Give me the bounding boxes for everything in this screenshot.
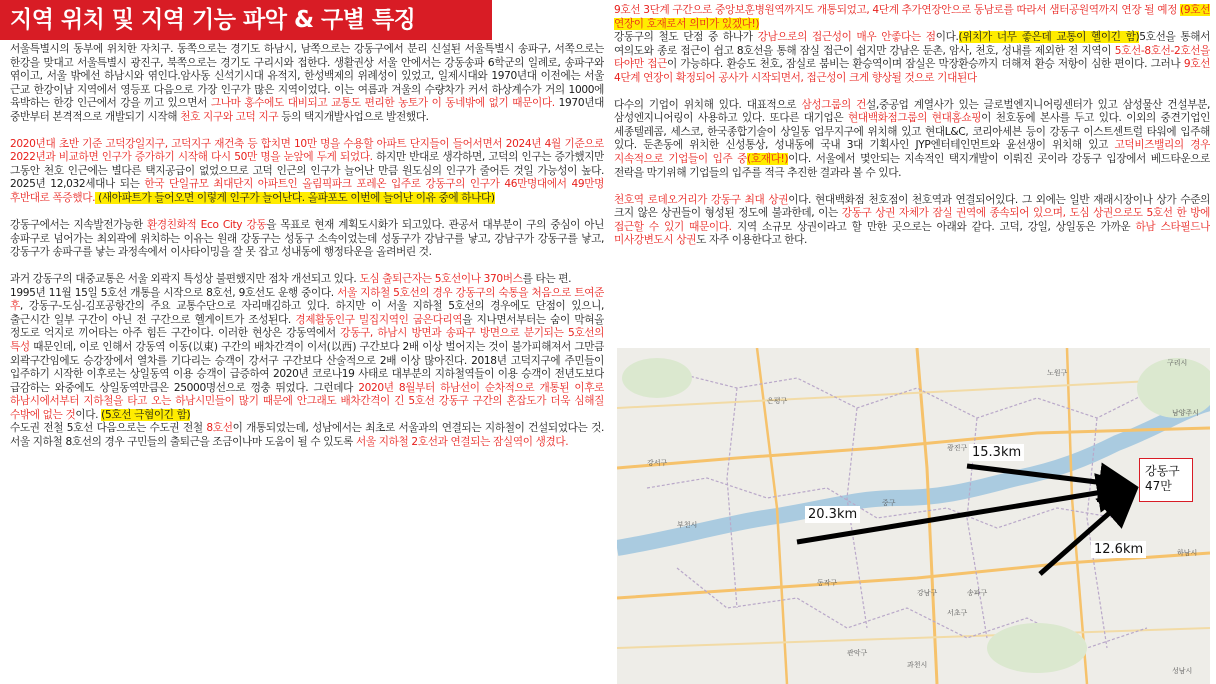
- highlighted-text: 8호선: [206, 422, 233, 435]
- paragraph-commercial: [614, 194, 1210, 248]
- distance-north-label: 15.3km: [969, 444, 1024, 461]
- body-text: 이 개통되었는데, 성남에서는 최초로 서울과의 연결되는 지하철이 건설되었다는 것. 서울 지하철 8호선의 경우 구민들의 출퇴근을 조금이나마 도움이 될 수 있도록: [10, 422, 604, 448]
- district-label: 은평구: [767, 397, 788, 405]
- district-label: 강서구: [647, 459, 668, 467]
- gangdong-destination-box: [1139, 458, 1193, 502]
- district-label: 부천시: [677, 521, 698, 529]
- region-map: [617, 348, 1210, 684]
- highlighted-text: (위치가 너무 좋은데 교통이 헬이긴 함): [958, 31, 1140, 44]
- district-label: 관악구: [847, 649, 868, 657]
- paragraph-location: [10, 43, 604, 124]
- district-label: 성남시: [1172, 667, 1193, 675]
- paragraph-line5: [10, 287, 604, 422]
- highlighted-text: 9호선 4단계 연장이 확정되어 공사가 시작되면서, 접근성이 크게 향상될 것으로 기대된다: [614, 58, 1210, 84]
- body-text: 이다.: [935, 31, 959, 44]
- body-text: 하지만 반대로 생각하면, 고덕의 인구는 증가했지만 그동안 천호 인근에는 별다른 택지공급이 없었으므로 고덕 인근의 인구가 늘어난 만큼 원도심의 인구가 줄어든 것일 가능성이 높다. 2025년 12,032세대나 되는: [10, 151, 604, 191]
- body-text: 을 목표로 현재 계획도시화가 되고있다. 관공서 대부분이 구의 중심이 아닌 송파구로 넘어가는 최외곽에 위치하는 이유는 원래 강동구는 성동구 소속이었는데 성동구가 강남구를 낳고, 강남구가 강동구를 낳고, 강동구가 송파구를 낳는 과정속에서 이사타이밍을 잘 못 잡고 성내동에 행정타운을 올려버린 것.: [10, 219, 604, 259]
- body-text: 이다. 서울에서 몇안되는 지속적인 택지개발이 이뤄진 곳이라 강동구 입장에서 베드타운으로 전락을 막기위해 기업들의 입주를 적극 추진한 결과라 볼 수 있다.: [614, 153, 1210, 179]
- highlighted-text: 고덕비즈밸리의 경우 지속적으로 기업들이 입주 중: [614, 139, 1210, 166]
- body-text: 설,중공업 계열사가 있는 글로벌엔지니어링센터가 있고 삼성물산 건설부분, 삼성엔지니어링이 사용하고 있다. 또다른 대기업은: [614, 98, 1210, 125]
- green-area-2: [987, 623, 1087, 673]
- highlighted-text: 천호역 로데오거리가 강동구 최대 상권: [614, 193, 789, 206]
- district-label: 서초구: [947, 609, 968, 617]
- highlighted-text: 천호 지구와 고덕 지구: [180, 110, 279, 123]
- road-minor-2: [617, 628, 1210, 648]
- body-text: 강동구의 철도 단점 중 하나가: [614, 31, 758, 44]
- district-label: 송파구: [967, 589, 988, 597]
- highlighted-text: 9호선 3단계 구간으로 중앙보훈병원역까지도 개통되었고, 4단계 추가연장안으로 동남로를 따라서 샘터공원역까지 연장 될 예정: [614, 4, 1181, 16]
- district-label: 광진구: [947, 444, 968, 452]
- district-label: 중구: [882, 499, 896, 507]
- highlighted-text: 5호선-8호선-2호선을 타야만 접근: [614, 44, 1210, 71]
- district-label: 과천시: [907, 661, 928, 669]
- left-column: [10, 43, 604, 684]
- right-column: [614, 4, 1210, 340]
- destination-population: 47만: [1145, 479, 1172, 493]
- body-text: 를 타는 편.: [522, 273, 572, 286]
- highlighted-text: 경제활동인구 밀집지역인 굽은다리역: [295, 313, 463, 326]
- paragraph-companies: [614, 99, 1210, 180]
- highlighted-text: 하남 스타필드나 미사강변도시 상권: [614, 220, 1210, 247]
- highlighted-text: (5호선 극혐이긴 함): [101, 408, 191, 421]
- highlighted-text: 2020년대 초반 기준 고덕강일지구, 고덕지구 재건축 등 합치면 10만 명을 수용할 아파트 단지들이 들어서면서 2024년 4월 기준으로 2022년과 비교하면 인구가 증가하기 시작해 다시 50만 명을 눈앞에 두게 되었다.: [10, 137, 604, 164]
- body-text: 서울특별시의 동부에 위치한 자치구. 동쪽으로는 경기도 하남시, 남쪽으로는 강동구에서 분리 신설된 서울특별시 송파구, 서쪽으로는 한강을 맞대고 서울특별시 광진구, 북쪽으로는 경기도 구리시와 접한다. 생활권상 서울 안에서는 강동송파 6학군의 일례로, 송파구와 엮이고, 서울 밖에선 하남시와 엮인다.: [10, 43, 604, 83]
- body-text: 1995년 11월 15일 5호선 개통을 시작으로 8호선, 9호선도 운행 중이다.: [10, 286, 338, 299]
- highlighted-text: (9호선 연장이 호재로서 의미가 있겠다!): [614, 4, 1210, 30]
- district-label: 하남시: [1177, 549, 1198, 557]
- paragraph-population: [10, 138, 604, 206]
- road-center: [917, 348, 937, 684]
- body-text: 다수의 기업이 위치해 있다. 대표적으로: [614, 98, 802, 111]
- road-minor-1: [617, 378, 1210, 408]
- body-text: 과거 강동구의 대중교통은 서울 외곽지 특성상 불편했지만 점차 개선되고 있다.: [10, 273, 360, 286]
- body-text: 이 천호동에 본사를 두고 있다. 이외의 중견기업인 세종텔레콤, 세스코, 한국종합기술이 상일동 업무지구에 위치해 있고 현대L&C, 코리아세븐 등이 강동구 이스트센트럴 타워에 입주해 있다. 둔촌동에 위치한 신성통상, 성내동에 국내 3대 기획사인 JYP엔터테인먼트와 윤선생이 위치해 있고: [614, 112, 1210, 152]
- han-river: [617, 403, 1210, 548]
- highlighted-text: 현대백화점그룹의 현대홈쇼핑: [848, 112, 982, 125]
- body-text: 이 가능하다. 환승도 천호, 잠실로 붐비는 환승역이며 잠실은 막장환승까지 더해져 환승 저항이 심한 편이다. 그러나: [666, 58, 1184, 71]
- highlighted-text: 강남으로의 접근성이 매우 안좋다는 점: [757, 31, 936, 44]
- highlighted-text: 강동구 상권 자체가 잠실 권역에 종속되어 있으며, 도심 상권으로도 5호선 한 방에 접근할 수 있기 때문이다.: [614, 207, 1210, 233]
- body-text: 등의 택지개발사업으로 발전했다.: [278, 110, 429, 123]
- body-text: 이다.: [75, 408, 102, 421]
- body-text: , 강동구-도심-김포공항간의 주요 교통수단으로 자리매김하고 있다. 하지만 이 서울 지하철 5호선의 경우에도 단점이 있으니, 출근시간 일부 구간이 아닌 전 구간으로 헬게이트가 조성된다.: [10, 300, 604, 326]
- highlighted-text: (새아파트가 들어오면 이렇게 인구가 늘어난다. 올파포도 이번에 늘어난 이유 중에 하나다): [95, 192, 495, 205]
- paragraph-line8: [10, 422, 604, 449]
- paragraph-transit-intro: [10, 273, 604, 287]
- district-label: 남양주시: [1172, 409, 1200, 417]
- distance-south-label: 12.6km: [1091, 541, 1146, 558]
- body-text: 지역 소규모 상권이라고 할 만한 곳으로는 아래와 같다. 고덕, 강일, 상일동은 가까운: [731, 220, 1136, 233]
- body-text: 수도권 전철 5호선 다음으로는 수도권 전철: [10, 422, 207, 435]
- highlighted-text: 한국 단일규모 최대단지 아파트인 올림픽파크 포레온 입주로 강동구의 인구가 46만명대에서 49만명 후반대로 폭증했다.: [10, 178, 604, 205]
- highlighted-text: 환경친화적 Eco City 강동: [146, 219, 267, 232]
- distance-west-label: 20.3km: [805, 506, 860, 523]
- highlighted-text: 서울 지하철 2호선과 연결되는 잠실역이 생겼다.: [355, 435, 569, 448]
- body-text: 1970년대 중반부터 본격적으로 개발되기 시작해: [10, 97, 604, 123]
- body-text: 5호선을 통해서 여의도와 종로 접근이 쉽고 8호선을 통해 잠실 접근이 쉽지만 강남은 둔촌, 암사, 천호, 성내를 제외한 전 지역이: [614, 31, 1210, 57]
- highlighted-text: (호재다!): [747, 153, 789, 166]
- highlighted-text: 서울 지하철 5호선의 경우 강동구의 숙통을 처음으로 트여준 후: [10, 286, 604, 313]
- district-label: 동작구: [817, 579, 838, 587]
- highlighted-text: 2020년 8월부터 하남선이 순차적으로 개통된 이후로 하남시에서부터 지하철을 타고 오는 하남시민들이 많기 때문에 안그래도 배차간격이 긴 5호선 강동구 구간의 혼잡도가 더욱 심해질 수밖에 없는 것: [10, 381, 604, 421]
- body-text: 이다. 현대백화점 천호점이 천호역과 연결되어있다. 그 외에는 일반 재래시장이나 상가 수준의 크지 않은 상권들이 형성된 정도에 불과한데, 이는: [614, 193, 1210, 220]
- highlighted-text: 삼성그룹의 건: [801, 98, 867, 111]
- body-text: 때문인데, 이로 인해서 강동역 이동(以東) 구간의 배차간격이 이서(以西) 구간보다 2배 이상 벌어지는 것이 불가피해져서 그만큼 외곽구간임에도 승강장에서 열차를 기다리는 승객이 강서구 구간보다 산술적으로 2배 이상 많아진다. 2018년 고덕지구에 주민들이 입주하기 시작한 이후로는 상일동역 이용 승객이 급증하여 2020년 코로나19 사태로 대부분의 지하철역들이 이용 승객이 전년도보다 급감하는 와중에도 상일동역만큼은 25000명선으로 껑충 뛰었다. 그런데다: [10, 341, 604, 394]
- body-text: 을 지나면서부터는 숨이 막혀올 정도로 억지로 끼어타는 아주 힘든 구간이다. 이러한 현상은 강동역에서: [10, 313, 604, 340]
- district-label: 강남구: [917, 589, 938, 597]
- body-text: 강동구에서는 지속발전가능한: [10, 219, 147, 232]
- highlighted-text: 그나마 홍수에도 대비되고 교통도 편리한 농토가 이 동네밖에 없기 때문이다.: [210, 97, 555, 110]
- highlighted-text: 강동구, 하남시 방면과 송파구 방면으로 분기되는 5호선의 특성: [10, 327, 604, 354]
- destination-name: 강동구: [1145, 464, 1180, 478]
- body-text: 도 자주 이용한다고 한다.: [696, 234, 807, 247]
- page-title: 지역 위치 및 지역 기능 파악 & 구별 특징: [0, 0, 492, 40]
- green-area-3: [622, 358, 692, 398]
- district-label: 구리시: [1167, 359, 1188, 367]
- map-canvas: [617, 348, 1210, 684]
- highlighted-text: 도심 출퇴근자는 5호선이나 370버스: [359, 273, 523, 286]
- paragraph-line9: [614, 4, 1210, 31]
- district-label: 노원구: [1047, 369, 1068, 377]
- body-text: 암사동 신석기시대 유적지, 한성백제의 위례성이 있었고, 일제시대와 1970년대 이전에는 서울 근교 한강이남 지역에서 영등포 다음으로 가장 인구가 많은 지역이었다. 이는 여름과 겨울의 수량차가 커서 하상계수가 거의 1000에 육박하는 한강 인근에서 강을 끼고 있으면서: [10, 70, 604, 110]
- paragraph-eco-city: [10, 219, 604, 260]
- paragraph-gangnam-access: [614, 31, 1210, 85]
